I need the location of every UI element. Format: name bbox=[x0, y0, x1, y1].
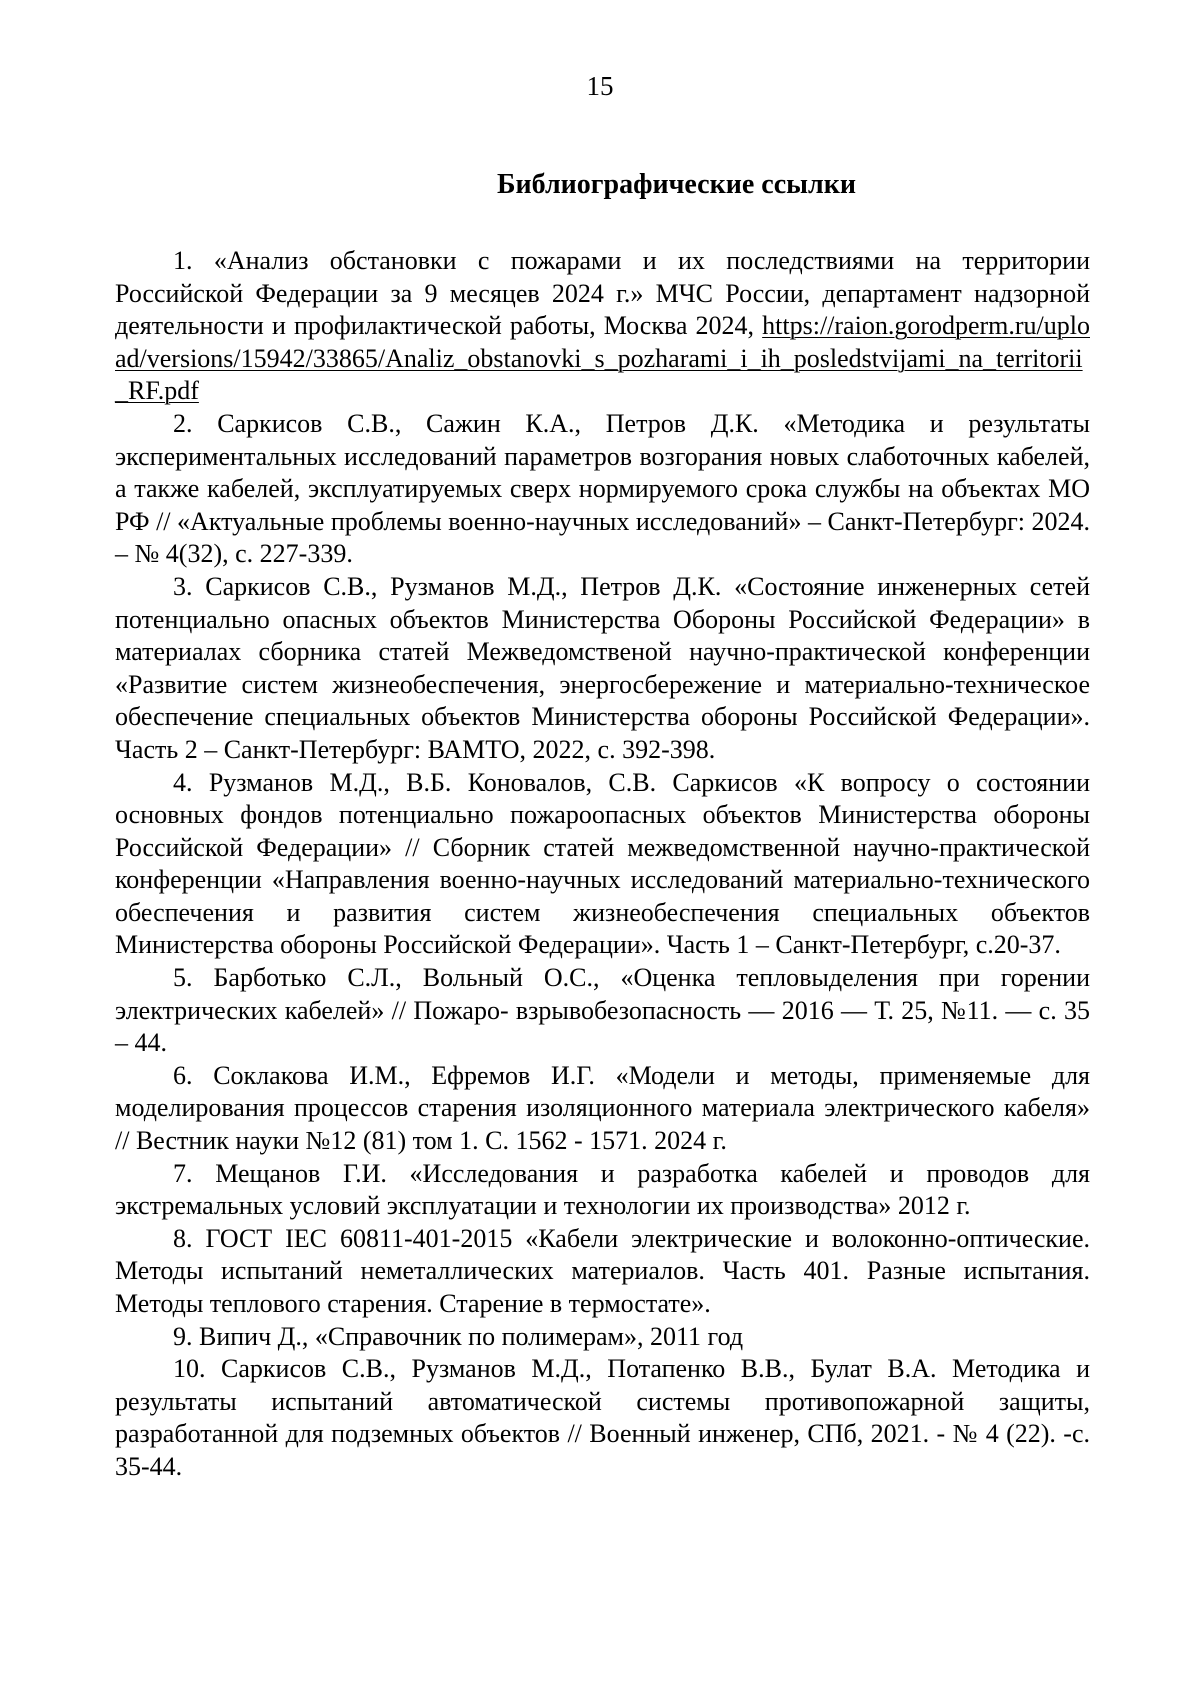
reference-item-3 bbox=[115, 571, 1090, 767]
reference-text: Випич Д., «Справочник по полимерам», 2011 год bbox=[199, 1321, 744, 1351]
reference-text: Барботько С.Л., Вольный О.С., «Оценка тепловыделения при горении электрических кабелей» // Пожаро- взрывобезопасность — 2016 — Т. 25, №11. — с. 35 – 44. bbox=[115, 963, 1091, 1058]
reference-text: Саркисов С.В., Рузманов М.Д., Потапенко В.В., Булат В.А. Методика и результаты испытаний автоматической системы противопожарной защиты, разработанной для подземных объектов // Военный инженер, СПб, 2021. - № 4 (22). -с. 35-44. bbox=[115, 1354, 1090, 1481]
bibliography-heading: Библиографические ссылки bbox=[497, 169, 856, 200]
reference-text: «Анализ обстановки с пожарами и их последствиями на территории Российской Федерации за 9 месяцев 2024 г.» МЧС России, департамент надзорной деятельности и профилактической работы, Москва 2024, bbox=[115, 246, 1090, 341]
page-number: 15 bbox=[586, 71, 614, 101]
reference-text: Рузманов М.Д., В.Б. Коновалов, С.В. Саркисов «К вопросу о состоянии основных фондов потенциально пожароопасных объектов Министерства обороны Российской Федерации» // Сборник статей межведомственной научно-практической конференции «Направления военно-научных исследований материально-технического обеспечения и развития систем жизнеобеспечения специальных объектов Министерства обороны Российской Федерации». Часть 1 – Санкт-Петербург, с.20-37. bbox=[115, 767, 1090, 960]
reference-item-2 bbox=[115, 408, 1090, 571]
reference-number: 2. bbox=[173, 408, 218, 438]
reference-number: 1. bbox=[173, 246, 214, 275]
reference-text: Саркисов С.В., Сажин К.А., Петров Д.К. «Методика и результаты экспериментальных исследований параметров возгорания новых слаботочных кабелей, а также кабелей, эксплуатируемых сверх нормируемого срока службы на объектах МО РФ // «Актуальные проблемы военно-научных исследований» – Санкт-Петербург: 2024. – № 4(32), с. 227-339. bbox=[115, 408, 1091, 569]
reference-number: 7. bbox=[173, 1158, 216, 1188]
reference-link[interactable]: https://raion.gorodperm.ru/upload/versions/15942/33865/Analiz_obstanovki_s_pozharami_i_ih_posledstvijami_na_territorii_RF.pdf bbox=[115, 311, 1090, 406]
reference-item-1 bbox=[115, 245, 1090, 408]
reference-text: Соклакова И.М., Ефремов И.Г. «Модели и методы, применяемые для моделирования процессов старения изоляционного материала электрического кабеля» // Вестник науки №12 (81) том 1. С. 1562 - 1571. 2024 г. bbox=[115, 1060, 1091, 1156]
reference-item-4 bbox=[115, 767, 1090, 963]
reference-item-10 bbox=[115, 1353, 1090, 1483]
reference-number: 5. bbox=[173, 963, 214, 993]
reference-number: 9. bbox=[173, 1321, 199, 1351]
reference-text: Саркисов С.В., Рузманов М.Д., Петров Д.К. «Состояние инженерных сетей потенциально опасных объектов Министерства Обороны Российской Федерации» в материалах сборника статей Межведомственой научно-практической конференции «Развитие систем жизнеобеспечения, энергосбережение и материально-техническое обеспечение специальных объектов Министерства обороны Российской Федерации». Часть 2 – Санкт-Петербург: ВАМТО, 2022, с. 392-398. bbox=[115, 571, 1091, 764]
reference-number: 8. bbox=[173, 1223, 206, 1253]
reference-item-6 bbox=[115, 1060, 1090, 1158]
reference-item-5 bbox=[115, 962, 1090, 1060]
reference-number: 6. bbox=[173, 1060, 214, 1090]
reference-item-9 bbox=[115, 1321, 1090, 1354]
reference-item-7 bbox=[115, 1158, 1090, 1223]
reference-number: 4. bbox=[173, 767, 209, 797]
reference-number: 3. bbox=[173, 571, 206, 601]
reference-text: ГОСТ IEC 60811-401-2015 «Кабели электрические и волоконно-оптические. Методы испытаний неметаллических материалов. Часть 401. Разные испытания. Методы теплового старения. Старение в термостате». bbox=[115, 1223, 1091, 1318]
reference-number: 10. bbox=[173, 1354, 222, 1384]
reference-text: Мещанов Г.И. «Исследования и разработка кабелей и проводов для экстремальных условий эксплуатации и технологии их производства» 2012 г. bbox=[115, 1158, 1091, 1221]
reference-list bbox=[115, 245, 1090, 1484]
reference-item-8 bbox=[115, 1223, 1090, 1321]
